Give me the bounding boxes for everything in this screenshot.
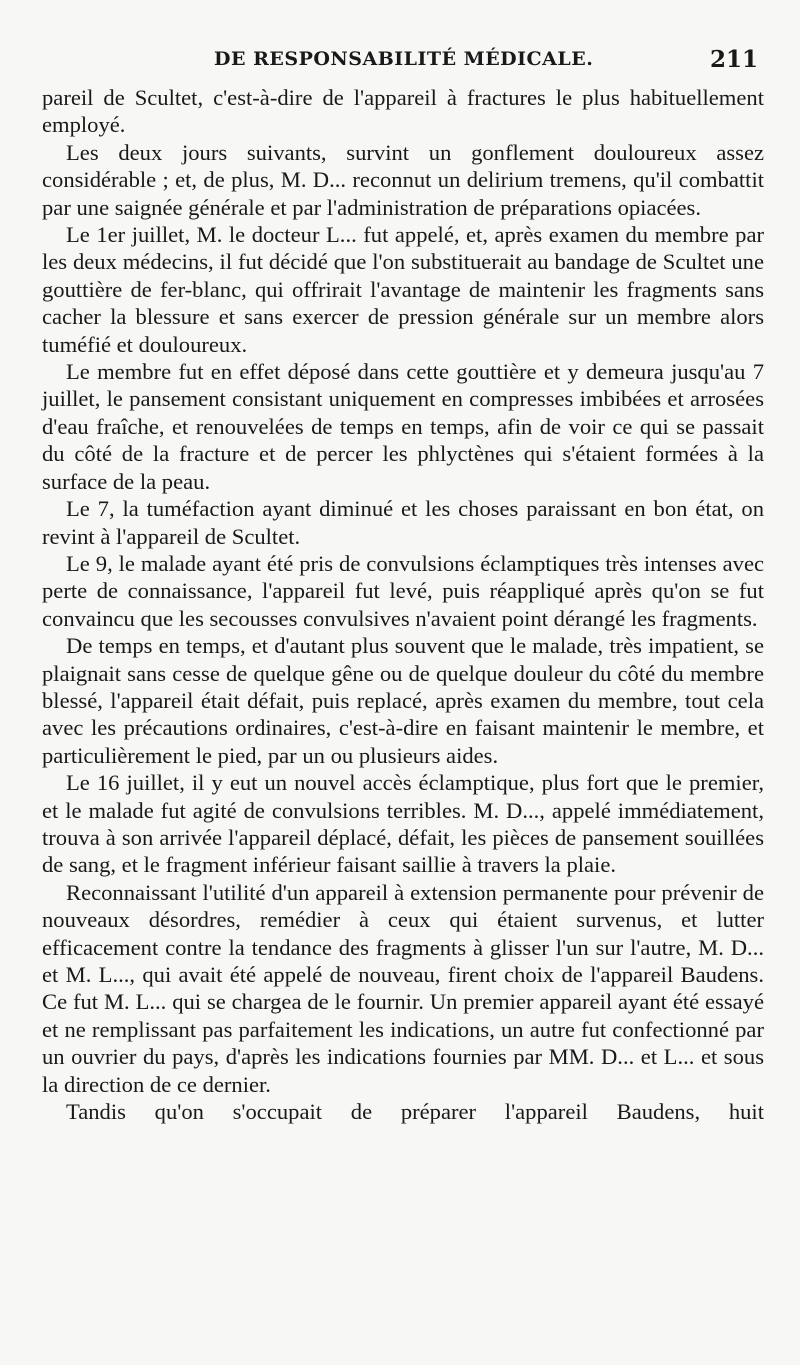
paragraph: Le 16 juillet, il y eut un nouvel accès éclamptique, plus fort que le premier, et le malade fut agité de convulsions terribles. M. D..., appelé immédiatement, trouva à son arrivée l'appareil déplacé, défait, les pièces de pansement souillées de sang, et le fragment inférieur faisant saillie à travers la plaie. (42, 770, 764, 878)
paragraph: Reconnaissant l'utilité d'un appareil à extension permanente pour prévenir de nouveaux désordres, remédier à ceux qui étaient survenus, et lutter efficacement contre la tendance des fragments à glisser l'un sur l'autre, M. D... et M. L..., qui avait été appelé de nouveau, firent choix de l'appareil Baudens. Ce fut M. L... qui se chargea de le fournir. Un premier appareil ayant été essayé et ne remplissant pas parfaitement les indications, un autre fut confectionné par un ouvrier du pays, d'après les indications fournies par MM. D... et L... et sous la direction de ce dernier. (42, 879, 764, 1097)
paragraph: Le membre fut en effet déposé dans cette gouttière et y demeura jusqu'au 7 juillet, le pansement consistant uniquement en compresses imbibées et arrosées d'eau fraîche, et renouvelées de temps en temps, afin de voir ce qui se passait du côté de la fracture et de percer les phlyctènes qui s'étaient formées à la surface de la peau. (42, 359, 764, 494)
running-title: DE RESPONSABILITÉ MÉDICALE. (214, 48, 594, 70)
body-text (42, 84, 764, 1125)
paragraph: Le 1er juillet, M. le docteur L... fut appelé, et, après examen du membre par les deux médecins, il fut décidé que l'on substituerait au bandage de Scultet une gouttière de fer-blanc, qui offrirait l'avantage de maintenir les fragments sans cacher la blessure et sans exercer de pression générale sur un membre alors tuméfié et douloureux. (42, 222, 764, 357)
paragraph: Le 9, le malade ayant été pris de convulsions éclamptiques très intenses avec perte de connaissance, l'appareil fut levé, puis réappliqué après qu'on se fut convaincu que les secousses convulsives n'avaient point dérangé les fragments. (42, 550, 764, 631)
page-number: 211 (709, 46, 758, 73)
running-head (42, 44, 764, 84)
paragraph: pareil de Scultet, c'est-à-dire de l'appareil à fractures le plus habituellement employé. (42, 85, 764, 138)
paragraph: Le 7, la tuméfaction ayant diminué et les choses paraissant en bon état, on revint à l'appareil de Scultet. (42, 496, 764, 549)
paragraph: Les deux jours suivants, survint un gonflement douloureux assez considérable ; et, de plus, M. D... reconnut un delirium tremens, qu'il combattit par une saignée générale et par l'administration de préparations opiacées. (42, 139, 764, 220)
paragraph: Tandis qu'on s'occupait de préparer l'appareil Baudens, huit (66, 1099, 764, 1125)
paragraph: De temps en temps, et d'autant plus souvent que le malade, très impatient, se plaignait sans cesse de quelque gêne ou de quelque douleur du côté du membre blessé, l'appareil était défait, puis replacé, après examen du membre, tout cela avec les précautions ordinaires, c'est-à-dire en faisant maintenir le membre, et particulièrement le pied, par un ou plusieurs aides. (42, 633, 764, 768)
